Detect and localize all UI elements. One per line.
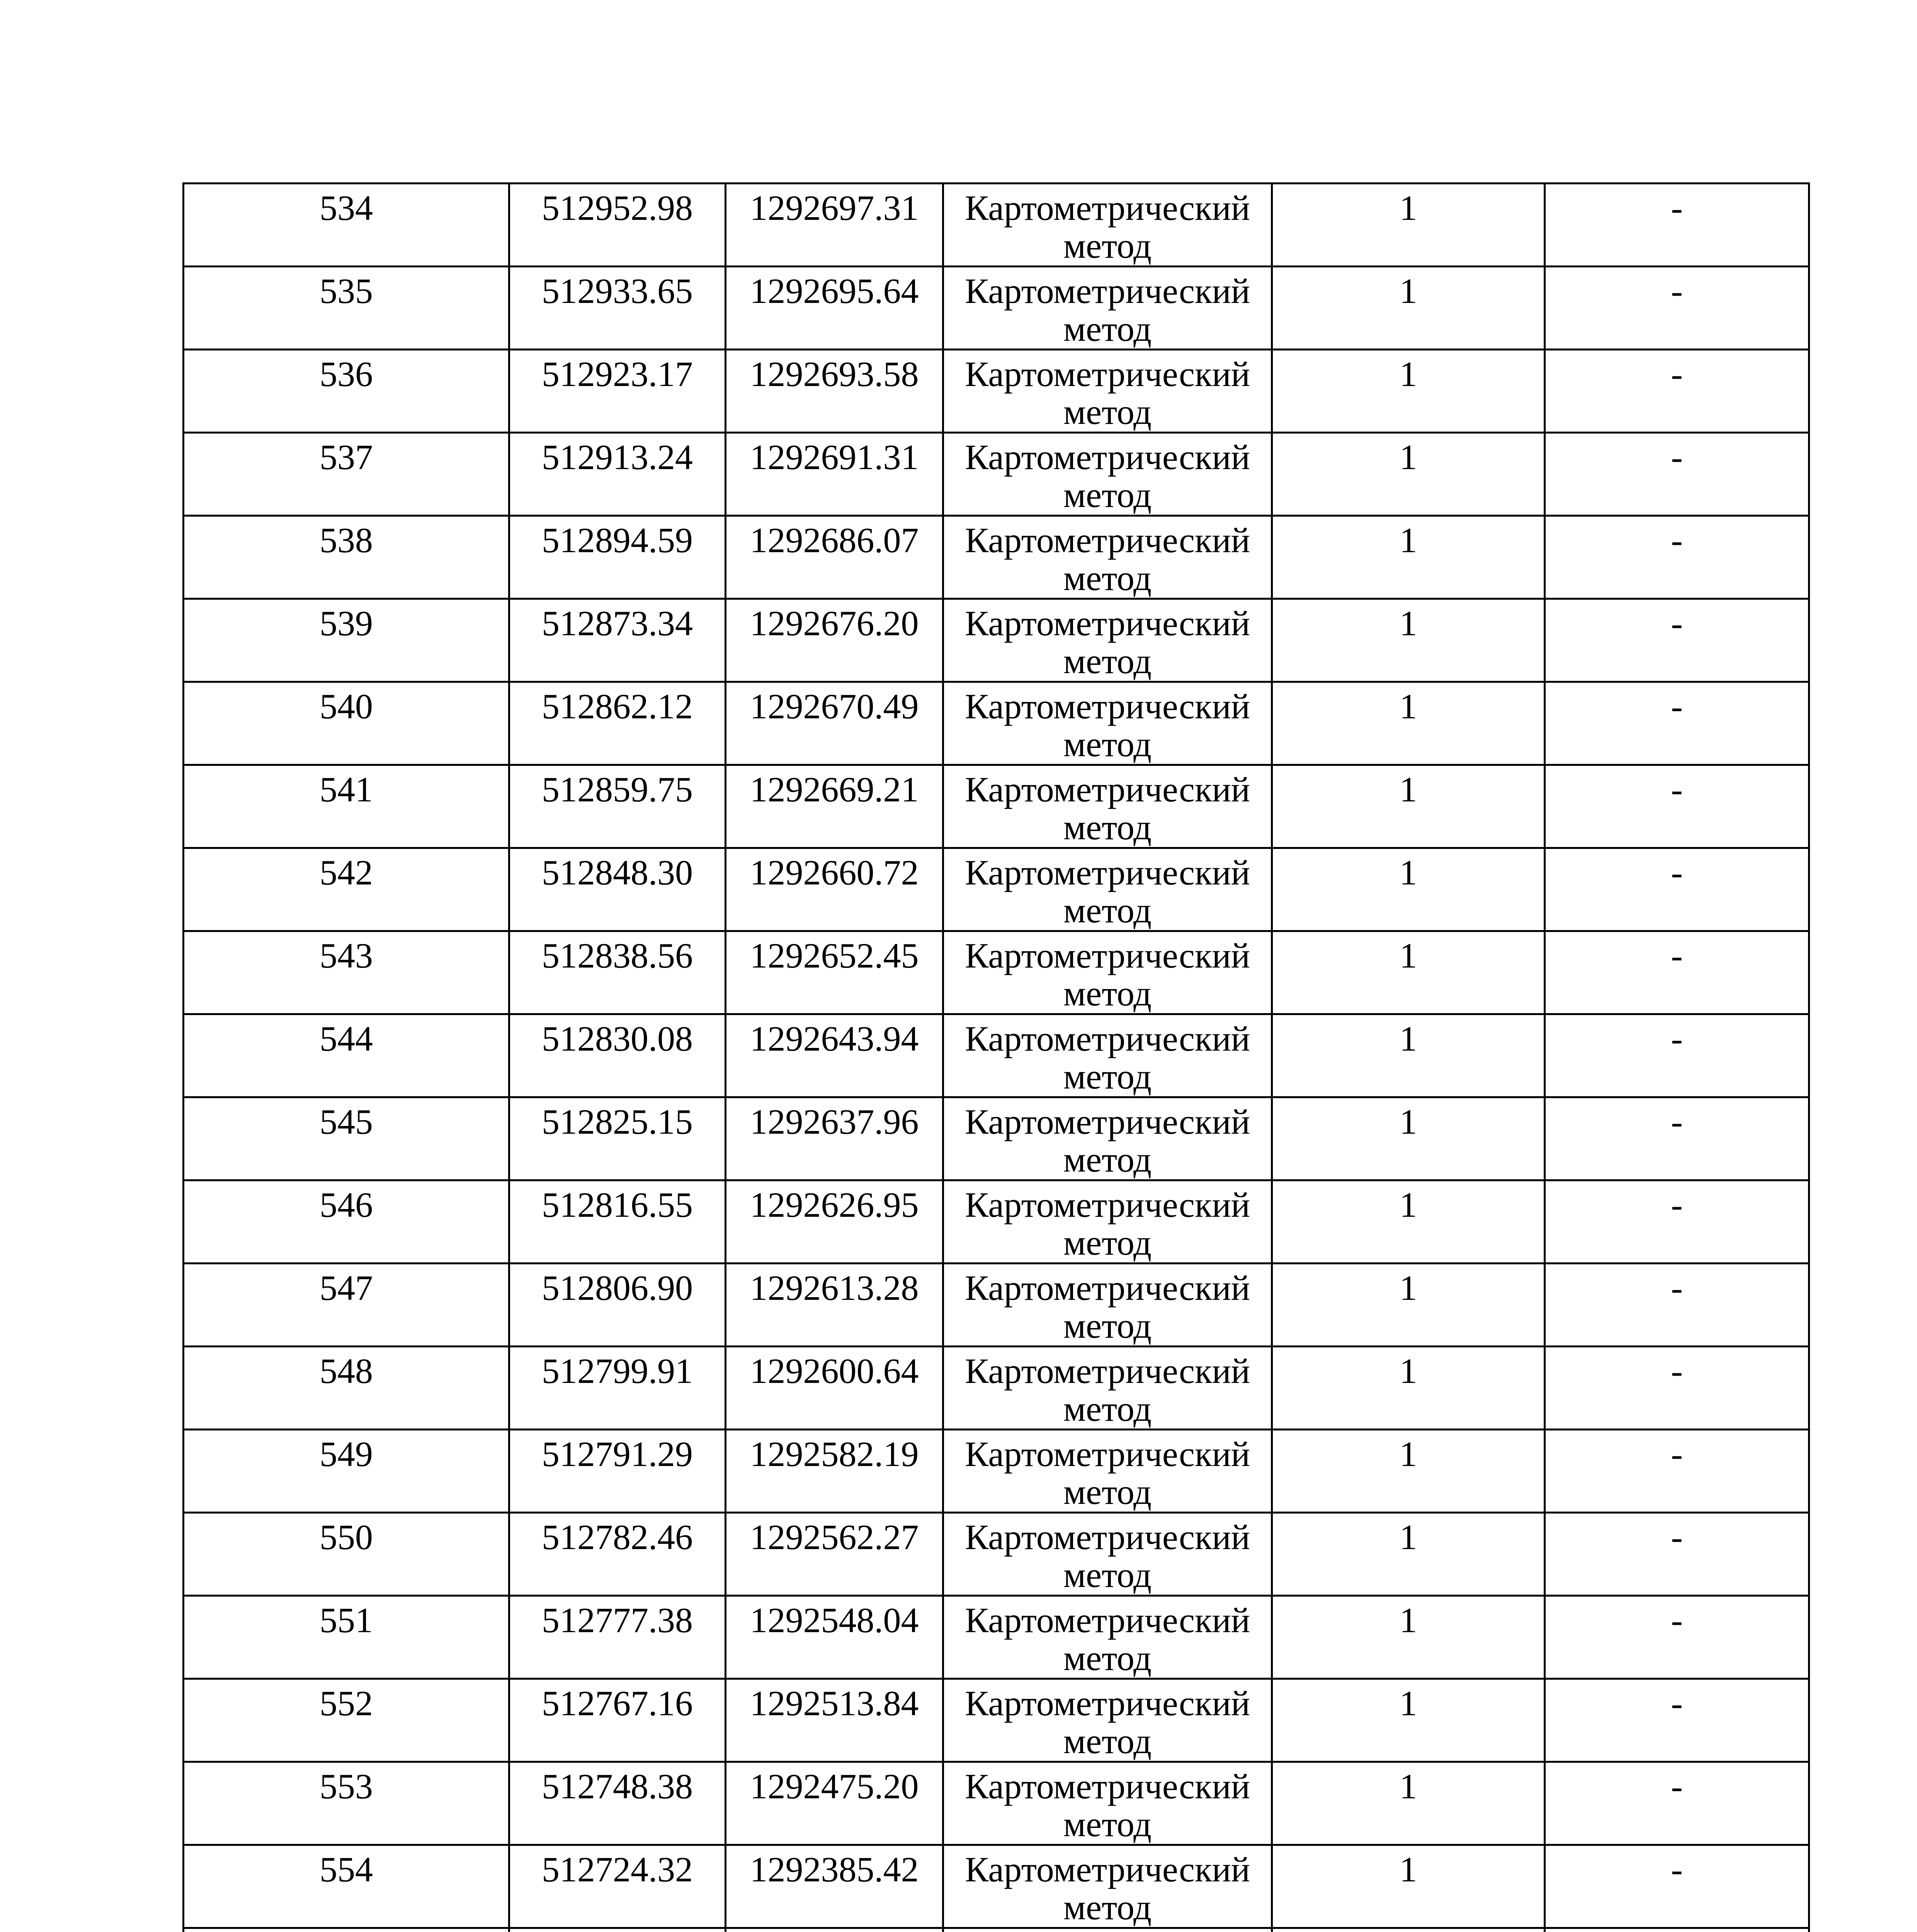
method-line-1: Картометрический [964, 936, 1250, 975]
method-line-2: метод [1063, 226, 1152, 265]
method-line-1: Картометрический [964, 520, 1250, 560]
method-line-1: Картометрический [964, 188, 1250, 228]
x-coordinate-cell: 512838.56 [509, 931, 726, 1014]
note-cell: - [1545, 765, 1809, 848]
x-coordinate-cell [509, 1928, 726, 1932]
x-coordinate-cell: 512782.46 [509, 1513, 726, 1596]
method-cell [943, 599, 1272, 682]
y-coordinate-cell: 1292669.21 [726, 765, 943, 848]
point-number-cell: 545 [184, 1097, 509, 1180]
method-line-1: Картометрический [964, 1850, 1250, 1889]
x-coordinate-cell: 512748.38 [509, 1762, 726, 1845]
x-coordinate-cell: 512816.55 [509, 1180, 726, 1264]
method-cell [943, 765, 1272, 848]
method-line-2: метод [1063, 1888, 1152, 1927]
x-coordinate-cell: 512791.29 [509, 1430, 726, 1513]
note-cell: - [1545, 1180, 1809, 1264]
accuracy-cell: 1 [1272, 765, 1545, 848]
method-line-2: метод [1063, 1721, 1152, 1761]
table-row [184, 1347, 1809, 1430]
note-cell: - [1545, 1596, 1809, 1679]
coordinates-table-body [184, 184, 1809, 1932]
table-row [184, 1596, 1809, 1679]
table-row [184, 682, 1809, 765]
method-line-2: метод [1063, 891, 1152, 930]
coordinates-table [182, 182, 1810, 1932]
accuracy-cell: 1 [1272, 1430, 1545, 1513]
point-number-cell: 553 [184, 1762, 509, 1845]
y-coordinate-cell: 1292385.42 [726, 1845, 943, 1928]
accuracy-cell: 1 [1272, 682, 1545, 765]
y-coordinate-cell: 1292626.95 [726, 1180, 943, 1264]
table-row [184, 765, 1809, 848]
y-coordinate-cell [726, 1928, 943, 1932]
method-line-1: Картометрический [964, 437, 1250, 477]
x-coordinate-cell: 512952.98 [509, 184, 726, 267]
method-line-2: метод [1063, 1638, 1152, 1678]
method-line-1: Картометрический [964, 1185, 1250, 1225]
point-number-cell: 544 [184, 1014, 509, 1097]
accuracy-cell: 1 [1272, 931, 1545, 1014]
accuracy-cell: 1 [1272, 1264, 1545, 1347]
method-line-2: метод [1063, 1804, 1152, 1844]
y-coordinate-cell: 1292693.58 [726, 350, 943, 433]
method-line-2: метод [1063, 1306, 1152, 1345]
x-coordinate-cell: 512859.75 [509, 765, 726, 848]
accuracy-cell: 1 [1272, 433, 1545, 516]
note-cell: - [1545, 1264, 1809, 1347]
accuracy-cell: 1 [1272, 350, 1545, 433]
method-line-2: метод [1063, 724, 1152, 764]
table-row [184, 1928, 1809, 1932]
y-coordinate-cell: 1292562.27 [726, 1513, 943, 1596]
point-number-cell [184, 1928, 509, 1932]
note-cell: - [1545, 516, 1809, 599]
accuracy-cell: 1 [1272, 1180, 1545, 1264]
method-line-1: Картометрический [964, 1600, 1250, 1640]
method-line-2: метод [1063, 392, 1152, 432]
y-coordinate-cell: 1292660.72 [726, 848, 943, 931]
point-number-cell: 534 [184, 184, 509, 267]
method-cell [943, 1513, 1272, 1596]
method-cell [943, 848, 1272, 931]
method-line-1: Картометрический [964, 1102, 1250, 1141]
accuracy-cell: 1 [1272, 1014, 1545, 1097]
x-coordinate-cell: 512799.91 [509, 1347, 726, 1430]
accuracy-cell: 1 [1272, 1347, 1545, 1430]
method-line-2: метод [1063, 1223, 1152, 1262]
note-cell [1545, 1928, 1809, 1932]
method-cell [943, 267, 1272, 350]
method-line-1: Картометрический [964, 770, 1250, 809]
method-line-1: Картометрический [964, 687, 1250, 726]
table-row [184, 1513, 1809, 1596]
note-cell: - [1545, 931, 1809, 1014]
accuracy-cell: 1 [1272, 184, 1545, 267]
note-cell: - [1545, 433, 1809, 516]
method-line-2: метод [1063, 1472, 1152, 1512]
note-cell: - [1545, 599, 1809, 682]
x-coordinate-cell: 512825.15 [509, 1097, 726, 1180]
table-row [184, 184, 1809, 267]
note-cell: - [1545, 682, 1809, 765]
point-number-cell: 538 [184, 516, 509, 599]
accuracy-cell: 1 [1272, 267, 1545, 350]
x-coordinate-cell: 512862.12 [509, 682, 726, 765]
point-number-cell: 537 [184, 433, 509, 516]
accuracy-cell: 1 [1272, 599, 1545, 682]
method-cell [943, 1430, 1272, 1513]
y-coordinate-cell: 1292686.07 [726, 516, 943, 599]
method-line-2: метод [1063, 1555, 1152, 1595]
method-line-1: Картометрический [964, 1517, 1250, 1557]
point-number-cell: 549 [184, 1430, 509, 1513]
y-coordinate-cell: 1292513.84 [726, 1679, 943, 1762]
y-coordinate-cell: 1292637.96 [726, 1097, 943, 1180]
accuracy-cell: 1 [1272, 1097, 1545, 1180]
method-line-2: метод [1063, 1140, 1152, 1179]
x-coordinate-cell: 512923.17 [509, 350, 726, 433]
method-cell [943, 1679, 1272, 1762]
point-number-cell: 552 [184, 1679, 509, 1762]
method-cell [943, 184, 1272, 267]
point-number-cell: 551 [184, 1596, 509, 1679]
table-row [184, 516, 1809, 599]
accuracy-cell: 1 [1272, 1845, 1545, 1928]
method-cell [943, 1347, 1272, 1430]
table-row [184, 1430, 1809, 1513]
method-cell [943, 433, 1272, 516]
method-line-2: метод [1063, 808, 1152, 847]
note-cell: - [1545, 1513, 1809, 1596]
table-row [184, 350, 1809, 433]
method-line-2: метод [1063, 974, 1152, 1013]
method-cell [943, 1014, 1272, 1097]
accuracy-cell: 1 [1272, 1596, 1545, 1679]
method-cell [943, 682, 1272, 765]
method-line-2: метод [1063, 641, 1152, 681]
y-coordinate-cell: 1292676.20 [726, 599, 943, 682]
method-cell [943, 1928, 1272, 1932]
y-coordinate-cell: 1292652.45 [726, 931, 943, 1014]
method-line-2: метод [1063, 558, 1152, 598]
method-cell [943, 1845, 1272, 1928]
method-line-2: метод [1063, 1389, 1152, 1429]
table-row [184, 1845, 1809, 1928]
method-cell [943, 1762, 1272, 1845]
point-number-cell: 540 [184, 682, 509, 765]
table-row [184, 433, 1809, 516]
x-coordinate-cell: 512873.34 [509, 599, 726, 682]
y-coordinate-cell: 1292670.49 [726, 682, 943, 765]
method-line-1: Картометрический [964, 1268, 1250, 1308]
x-coordinate-cell: 512848.30 [509, 848, 726, 931]
method-line-1: Картометрический [964, 853, 1250, 892]
table-row [184, 599, 1809, 682]
x-coordinate-cell: 512913.24 [509, 433, 726, 516]
method-line-1: Картометрический [964, 1351, 1250, 1391]
point-number-cell: 550 [184, 1513, 509, 1596]
x-coordinate-cell: 512724.32 [509, 1845, 726, 1928]
method-line-1: Картометрический [964, 1019, 1250, 1058]
method-cell [943, 1097, 1272, 1180]
method-line-1: Картометрический [964, 1684, 1250, 1723]
table-row [184, 1014, 1809, 1097]
x-coordinate-cell: 512777.38 [509, 1596, 726, 1679]
table-row [184, 267, 1809, 350]
note-cell: - [1545, 1679, 1809, 1762]
y-coordinate-cell: 1292691.31 [726, 433, 943, 516]
method-cell [943, 931, 1272, 1014]
y-coordinate-cell: 1292582.19 [726, 1430, 943, 1513]
table-row [184, 1180, 1809, 1264]
table-row [184, 1679, 1809, 1762]
note-cell: - [1545, 1347, 1809, 1430]
point-number-cell: 548 [184, 1347, 509, 1430]
method-cell [943, 1596, 1272, 1679]
accuracy-cell: 1 [1272, 1513, 1545, 1596]
method-cell [943, 516, 1272, 599]
method-line-1: Картометрический [964, 271, 1250, 311]
point-number-cell: 536 [184, 350, 509, 433]
table-row [184, 931, 1809, 1014]
x-coordinate-cell: 512767.16 [509, 1679, 726, 1762]
method-line-1: Картометрический [964, 1767, 1250, 1806]
x-coordinate-cell: 512806.90 [509, 1264, 726, 1347]
accuracy-cell: 1 [1272, 848, 1545, 931]
accuracy-cell: 1 [1272, 1762, 1545, 1845]
x-coordinate-cell: 512894.59 [509, 516, 726, 599]
y-coordinate-cell: 1292475.20 [726, 1762, 943, 1845]
y-coordinate-cell: 1292643.94 [726, 1014, 943, 1097]
note-cell: - [1545, 350, 1809, 433]
table-row [184, 1264, 1809, 1347]
x-coordinate-cell: 512933.65 [509, 267, 726, 350]
accuracy-cell: 1 [1272, 516, 1545, 599]
accuracy-cell [1272, 1928, 1545, 1932]
note-cell: - [1545, 184, 1809, 267]
y-coordinate-cell: 1292600.64 [726, 1347, 943, 1430]
note-cell: - [1545, 267, 1809, 350]
method-cell [943, 1180, 1272, 1264]
method-line-2: метод [1063, 1057, 1152, 1096]
y-coordinate-cell: 1292613.28 [726, 1264, 943, 1347]
table-row [184, 1762, 1809, 1845]
y-coordinate-cell: 1292695.64 [726, 267, 943, 350]
accuracy-cell: 1 [1272, 1679, 1545, 1762]
note-cell: - [1545, 1430, 1809, 1513]
point-number-cell: 535 [184, 267, 509, 350]
point-number-cell: 543 [184, 931, 509, 1014]
method-line-1: Картометрический [964, 354, 1250, 394]
method-line-2: метод [1063, 475, 1152, 515]
point-number-cell: 539 [184, 599, 509, 682]
table-row [184, 1097, 1809, 1180]
method-cell [943, 350, 1272, 433]
note-cell: - [1545, 848, 1809, 931]
x-coordinate-cell: 512830.08 [509, 1014, 726, 1097]
note-cell: - [1545, 1014, 1809, 1097]
y-coordinate-cell: 1292697.31 [726, 184, 943, 267]
method-cell [943, 1264, 1272, 1347]
point-number-cell: 554 [184, 1845, 509, 1928]
note-cell: - [1545, 1097, 1809, 1180]
note-cell: - [1545, 1845, 1809, 1928]
point-number-cell: 541 [184, 765, 509, 848]
point-number-cell: 542 [184, 848, 509, 931]
method-line-1: Картометрический [964, 1434, 1250, 1474]
method-line-1: Картометрический [964, 604, 1250, 643]
note-cell: - [1545, 1762, 1809, 1845]
point-number-cell: 546 [184, 1180, 509, 1264]
method-line-2: метод [1063, 309, 1152, 349]
y-coordinate-cell: 1292548.04 [726, 1596, 943, 1679]
table-row [184, 848, 1809, 931]
point-number-cell: 547 [184, 1264, 509, 1347]
